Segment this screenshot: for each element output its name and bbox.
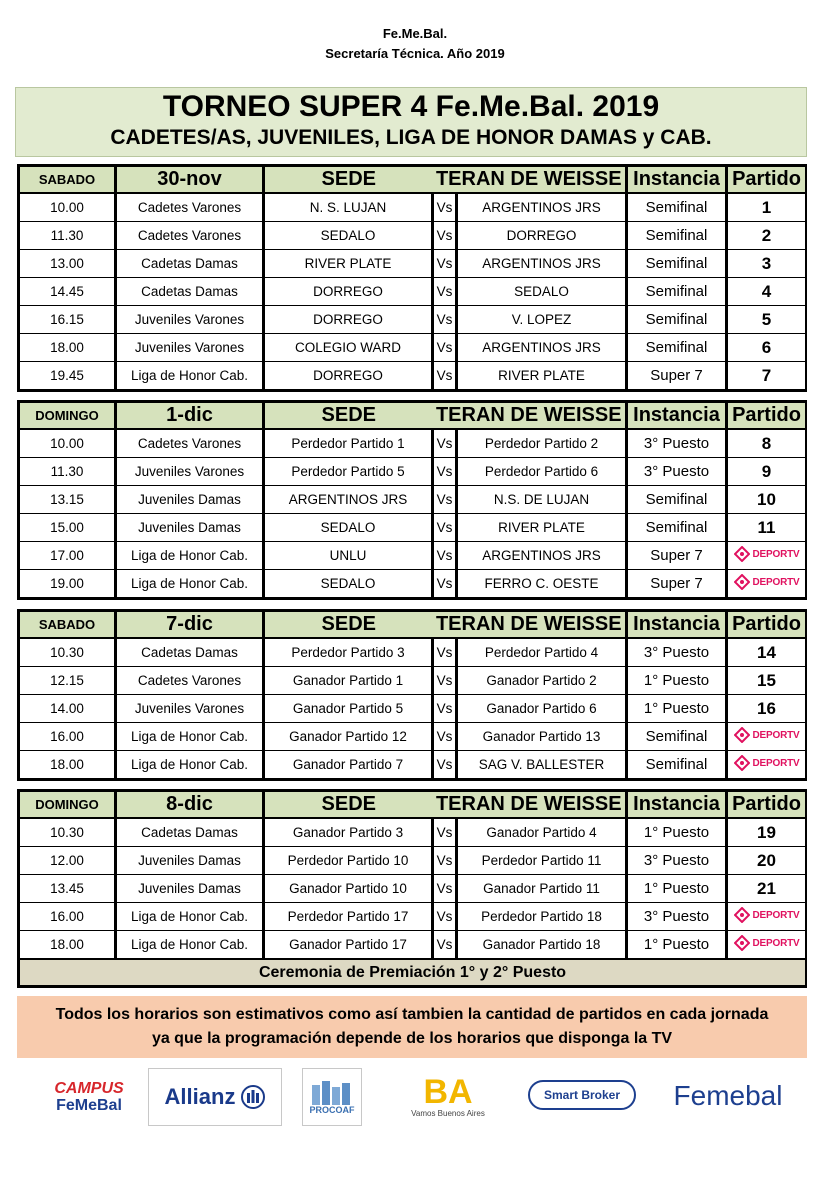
deportv-logo: DEPORTV [734,755,800,771]
match-time: 16.15 [20,306,116,334]
match-category: Juveniles Varones [116,458,264,486]
deportv-icon [734,546,750,562]
match-category: Juveniles Damas [116,486,264,514]
match-row [20,250,806,278]
match-instancia: Semifinal [627,193,727,222]
date-label: 30-nov [116,167,264,194]
home-team: ARGENTINOS JRS [264,486,433,514]
away-team: FERRO C. OESTE [457,570,627,598]
match-instancia: 1° Puesto [627,875,727,903]
home-team: Perdedor Partido 1 [264,429,433,458]
match-category: Cadetas Damas [116,638,264,667]
match-row [20,514,806,542]
match-time: 19.45 [20,362,116,390]
home-team: Ganador Partido 12 [264,723,433,751]
vs-label: Vs [433,362,457,390]
day-label: SABADO [20,167,116,194]
match-time: 18.00 [20,931,116,960]
schedule-note [17,996,807,1058]
match-category: Juveniles Damas [116,875,264,903]
match-time: 10.30 [20,638,116,667]
vs-label: Vs [433,931,457,960]
match-instancia: 1° Puesto [627,818,727,847]
match-row [20,847,806,875]
vs-label: Vs [433,695,457,723]
match-instancia: Semifinal [627,222,727,250]
allianz-emblem-icon [241,1085,265,1109]
away-team: Ganador Partido 13 [457,723,627,751]
home-team: Ganador Partido 17 [264,931,433,960]
match-instancia: 3° Puesto [627,847,727,875]
match-time: 16.00 [20,903,116,931]
match-category: Juveniles Varones [116,334,264,362]
match-number: 10 [727,486,806,514]
match-instancia: 1° Puesto [627,695,727,723]
match-row [20,222,806,250]
campus-femebal-logo: CAMPUS FeMeBal [54,1080,124,1114]
deportv-icon [734,755,750,771]
instancia-header: Instancia [627,792,727,819]
match-instancia: Semifinal [627,514,727,542]
away-team: Ganador Partido 4 [457,818,627,847]
match-time: 18.00 [20,334,116,362]
note-line-2: ya que la programación depende de los horarios que disponga la TV [151,1030,673,1047]
match-time: 13.00 [20,250,116,278]
sede-header: SEDE [264,403,433,430]
match-instancia: 1° Puesto [627,931,727,960]
match-category: Liga de Honor Cab. [116,751,264,779]
match-number: 21 [727,875,806,903]
match-time: 12.15 [20,667,116,695]
match-instancia: Super 7 [627,362,727,390]
match-instancia: Semifinal [627,751,727,779]
match-time: 13.45 [20,875,116,903]
match-row [20,193,806,222]
deportv-logo: DEPORTV [734,727,800,743]
match-number: 6 [727,334,806,362]
match-time: 12.00 [20,847,116,875]
match-instancia: Semifinal [627,486,727,514]
match-row [20,818,806,847]
ceremony-row: Ceremonia de Premiación 1° y 2° Puesto [20,959,806,986]
match-number: 1 [727,193,806,222]
match-category: Liga de Honor Cab. [116,362,264,390]
match-row [20,875,806,903]
match-number: 7 [727,362,806,390]
match-number: 11 [727,514,806,542]
away-team: ARGENTINOS JRS [457,334,627,362]
match-row [20,695,806,723]
match-broadcast [727,931,806,960]
deportv-logo: DEPORTV [734,907,800,923]
match-number: 8 [727,429,806,458]
home-team: N. S. LUJAN [264,193,433,222]
home-team: Perdedor Partido 17 [264,903,433,931]
away-team: Perdedor Partido 18 [457,903,627,931]
day-section [17,400,807,600]
away-team: RIVER PLATE [457,362,627,390]
vs-label: Vs [433,429,457,458]
partido-header: Partido [727,403,806,430]
match-time: 13.15 [20,486,116,514]
match-time: 14.00 [20,695,116,723]
match-time: 18.00 [20,751,116,779]
away-team: Ganador Partido 18 [457,931,627,960]
day-section [17,789,807,988]
away-team: RIVER PLATE [457,514,627,542]
match-category: Juveniles Damas [116,514,264,542]
match-instancia: Super 7 [627,570,727,598]
sede-header: SEDE [264,167,433,194]
match-instancia: Semifinal [627,334,727,362]
date-label: 7-dic [116,612,264,639]
match-time: 10.00 [20,429,116,458]
venue-header: TERAN DE WEISSE [433,792,627,819]
title-box [15,87,807,157]
home-team: Perdedor Partido 10 [264,847,433,875]
home-team: SEDALO [264,222,433,250]
match-number: 20 [727,847,806,875]
tournament-title: TORNEO SUPER 4 Fe.Me.Bal. 2019 [162,90,660,123]
buenos-aires-logo: BA Vamos Buenos Aires [411,1072,485,1118]
home-team: SEDALO [264,514,433,542]
match-number: 3 [727,250,806,278]
match-row [20,570,806,598]
vs-label: Vs [433,875,457,903]
vs-label: Vs [433,723,457,751]
vs-label: Vs [433,458,457,486]
venue-header: TERAN DE WEISSE [433,167,627,194]
away-team: Perdedor Partido 2 [457,429,627,458]
match-category: Liga de Honor Cab. [116,570,264,598]
match-broadcast [727,751,806,779]
deportv-logo: DEPORTV [734,935,800,951]
instancia-header: Instancia [627,612,727,639]
match-instancia: 3° Puesto [627,638,727,667]
away-team: Perdedor Partido 4 [457,638,627,667]
match-category: Cadetas Damas [116,818,264,847]
match-number: 4 [727,278,806,306]
match-row [20,429,806,458]
match-category: Juveniles Varones [116,306,264,334]
buildings-icon [310,1079,354,1105]
match-instancia: 3° Puesto [627,429,727,458]
match-category: Cadetes Varones [116,222,264,250]
allianz-logo: Allianz [148,1068,282,1126]
away-team: DORREGO [457,222,627,250]
match-instancia: Semifinal [627,306,727,334]
match-row [20,362,806,390]
home-team: Ganador Partido 1 [264,667,433,695]
match-instancia: Semifinal [627,723,727,751]
match-instancia: 3° Puesto [627,903,727,931]
away-team: Ganador Partido 6 [457,695,627,723]
vs-label: Vs [433,222,457,250]
vs-label: Vs [433,570,457,598]
vs-label: Vs [433,667,457,695]
femebal-logo: Femebal [673,1080,783,1111]
match-number: 5 [727,306,806,334]
match-row [20,486,806,514]
match-row [20,306,806,334]
match-category: Liga de Honor Cab. [116,931,264,960]
home-team: DORREGO [264,362,433,390]
home-team: Ganador Partido 10 [264,875,433,903]
away-team: V. LOPEZ [457,306,627,334]
match-instancia: Semifinal [627,250,727,278]
home-team: Ganador Partido 7 [264,751,433,779]
vs-label: Vs [433,638,457,667]
away-team: ARGENTINOS JRS [457,542,627,570]
smart-broker-logo: Smart Broker [528,1080,636,1110]
deportv-icon [734,727,750,743]
match-row [20,278,806,306]
match-number: 19 [727,818,806,847]
match-instancia: Semifinal [627,278,727,306]
match-broadcast [727,542,806,570]
match-row [20,931,806,960]
match-number: 16 [727,695,806,723]
vs-label: Vs [433,818,457,847]
home-team: DORREGO [264,278,433,306]
away-team: N.S. DE LUJAN [457,486,627,514]
match-time: 10.30 [20,818,116,847]
vs-label: Vs [433,847,457,875]
match-category: Cadetes Varones [116,193,264,222]
venue-header: TERAN DE WEISSE [433,612,627,639]
match-row [20,638,806,667]
match-number: 14 [727,638,806,667]
match-row [20,751,806,779]
match-row [20,667,806,695]
instancia-header: Instancia [627,167,727,194]
match-instancia: 3° Puesto [627,458,727,486]
home-team: RIVER PLATE [264,250,433,278]
match-row [20,903,806,931]
home-team: Ganador Partido 5 [264,695,433,723]
match-time: 15.00 [20,514,116,542]
away-team: Ganador Partido 2 [457,667,627,695]
match-category: Liga de Honor Cab. [116,542,264,570]
away-team: SAG V. BALLESTER [457,751,627,779]
vs-label: Vs [433,250,457,278]
match-broadcast [727,723,806,751]
instancia-header: Instancia [627,403,727,430]
match-time: 19.00 [20,570,116,598]
vs-label: Vs [433,542,457,570]
match-category: Liga de Honor Cab. [116,903,264,931]
sede-header: SEDE [264,792,433,819]
match-time: 17.00 [20,542,116,570]
match-category: Juveniles Varones [116,695,264,723]
sede-header: SEDE [264,612,433,639]
match-category: Cadetes Varones [116,667,264,695]
match-number: 15 [727,667,806,695]
match-instancia: Super 7 [627,542,727,570]
away-team: ARGENTINOS JRS [457,250,627,278]
deportv-icon [734,907,750,923]
deportv-logo: DEPORTV [734,546,800,562]
match-number: 9 [727,458,806,486]
date-label: 8-dic [116,792,264,819]
away-team: SEDALO [457,278,627,306]
day-label: DOMINGO [20,792,116,819]
away-team: Perdedor Partido 6 [457,458,627,486]
match-time: 16.00 [20,723,116,751]
match-row [20,542,806,570]
note-line-1: Todos los horarios son estimativos como así tambien la cantidad de partidos en cada jornada [55,1006,769,1023]
vs-label: Vs [433,903,457,931]
deportv-icon [734,935,750,951]
match-category: Juveniles Damas [116,847,264,875]
match-time: 10.00 [20,193,116,222]
vs-label: Vs [433,193,457,222]
day-label: SABADO [20,612,116,639]
date-label: 1-dic [116,403,264,430]
match-broadcast [727,570,806,598]
subtitle: Secretaría Técnica. Año 2019 [325,46,505,61]
vs-label: Vs [433,278,457,306]
home-team: SEDALO [264,570,433,598]
home-team: Perdedor Partido 5 [264,458,433,486]
vs-label: Vs [433,514,457,542]
deportv-logo: DEPORTV [734,574,800,590]
match-category: Cadetas Damas [116,278,264,306]
deportv-icon [734,574,750,590]
partido-header: Partido [727,792,806,819]
partido-header: Partido [727,167,806,194]
match-broadcast [727,903,806,931]
tournament-categories: CADETES/AS, JUVENILES, LIGA DE HONOR DAMAS y CAB. [110,126,712,149]
match-category: Liga de Honor Cab. [116,723,264,751]
match-category: Cadetas Damas [116,250,264,278]
match-time: 14.45 [20,278,116,306]
match-instancia: 1° Puesto [627,667,727,695]
away-team: Perdedor Partido 11 [457,847,627,875]
venue-header: TERAN DE WEISSE [433,403,627,430]
match-row [20,334,806,362]
partido-header: Partido [727,612,806,639]
match-row [20,723,806,751]
vs-label: Vs [433,334,457,362]
away-team: Ganador Partido 11 [457,875,627,903]
org-name: Fe.Me.Bal. [382,26,448,41]
match-row [20,458,806,486]
home-team: Perdedor Partido 3 [264,638,433,667]
match-time: 11.30 [20,458,116,486]
day-label: DOMINGO [20,403,116,430]
match-time: 11.30 [20,222,116,250]
procoaf-logo: PROCOAF [302,1068,362,1126]
home-team: COLEGIO WARD [264,334,433,362]
match-category: Cadetes Varones [116,429,264,458]
home-team: UNLU [264,542,433,570]
vs-label: Vs [433,486,457,514]
away-team: ARGENTINOS JRS [457,193,627,222]
match-number: 2 [727,222,806,250]
day-section [17,164,807,392]
vs-label: Vs [433,306,457,334]
day-section [17,609,807,781]
home-team: Ganador Partido 3 [264,818,433,847]
vs-label: Vs [433,751,457,779]
home-team: DORREGO [264,306,433,334]
